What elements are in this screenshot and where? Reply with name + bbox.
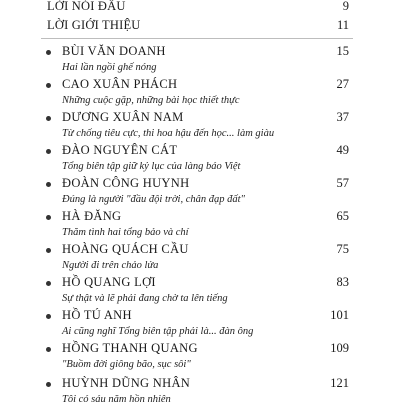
toc-front-title: LỜI GIỚI THIỆU [47, 18, 141, 32]
bullet-icon [46, 83, 51, 88]
toc-entry-name: HỒ QUANG LỢI [62, 275, 156, 289]
bullet-icon [46, 347, 51, 352]
toc-entry-subtitle: Người đi trên chảo lửa [62, 260, 159, 271]
toc-entry-name: ĐÀO NGUYÊN CÁT [62, 143, 178, 157]
toc-entry-name: ĐOÀN CÔNG HUYNH [62, 176, 190, 190]
toc-page-number: 109 [330, 341, 349, 355]
toc-entry-subtitle: Từ chống tiêu cực, thi hoa hậu đến học... làm giàu [62, 128, 275, 139]
toc-page-number: 27 [336, 77, 349, 91]
toc-entry-name: HỒNG THANH QUANG [62, 341, 198, 355]
toc-page-number: 11 [336, 18, 349, 32]
toc-entry-subtitle: Tôi có sáu năm hồn nhiên [62, 394, 171, 405]
toc-page-number: 9 [342, 0, 349, 13]
bullet-icon [46, 382, 51, 387]
toc-entry-subtitle: Những cuộc gặp, những bài học thiết thực [62, 95, 240, 106]
bullet-icon [46, 149, 51, 154]
toc-front-title: LỜI NÓI ĐẦU [47, 0, 126, 13]
toc-page-number: 37 [336, 110, 349, 124]
toc-page-number: 83 [336, 275, 349, 289]
toc-page-number: 75 [336, 242, 349, 256]
toc-entry-name: HOÀNG QUÁCH CẦU [62, 242, 189, 256]
toc-entry-name: DƯƠNG XUÂN NAM [62, 110, 184, 124]
toc-entry-subtitle: "Buồm đời giông bão, sục sôi" [62, 359, 191, 370]
toc-entry-subtitle: Tổng biên tập giữ kỷ lục của làng báo Việt [62, 161, 241, 172]
toc-entry-name: HỒ TÚ ANH [62, 308, 132, 322]
toc-page-number: 65 [336, 209, 349, 223]
toc-entry-subtitle: Hai lần ngồi ghế nóng [62, 62, 157, 73]
bullet-icon [46, 248, 51, 253]
bullet-icon [46, 314, 51, 319]
toc-entry-name: CAO XUÂN PHÁCH [62, 77, 178, 91]
bullet-icon [46, 182, 51, 187]
toc-page-number: 15 [336, 44, 349, 58]
toc-entry-name: HUỲNH DŨNG NHÂN [62, 376, 191, 390]
toc-page-number: 49 [336, 143, 349, 157]
section-divider [41, 38, 353, 39]
bullet-icon [46, 50, 51, 55]
bullet-icon [46, 281, 51, 286]
toc-entry-subtitle: Đúng là người "đầu đội trời, chân đạp đất" [62, 194, 245, 205]
bullet-icon [46, 215, 51, 220]
bullet-icon [46, 116, 51, 121]
toc-entry-name: BÙI VĂN DOANH [62, 44, 166, 58]
toc-page-number: 101 [330, 308, 349, 322]
toc-entry-name: HÀ ĐĂNG [62, 209, 122, 223]
toc-entry-subtitle: Thăm tình hai tổng bảo và chí [62, 227, 189, 238]
toc-page-number: 57 [336, 176, 349, 190]
toc-entry-subtitle: Sự thật và lẽ phải đang chờ ta lên tiếng [62, 293, 228, 304]
toc-page-number: 121 [330, 376, 349, 390]
toc-entry-subtitle: Ai cũng nghĩ Tổng biên tập phải là... đàn ông [62, 326, 254, 337]
